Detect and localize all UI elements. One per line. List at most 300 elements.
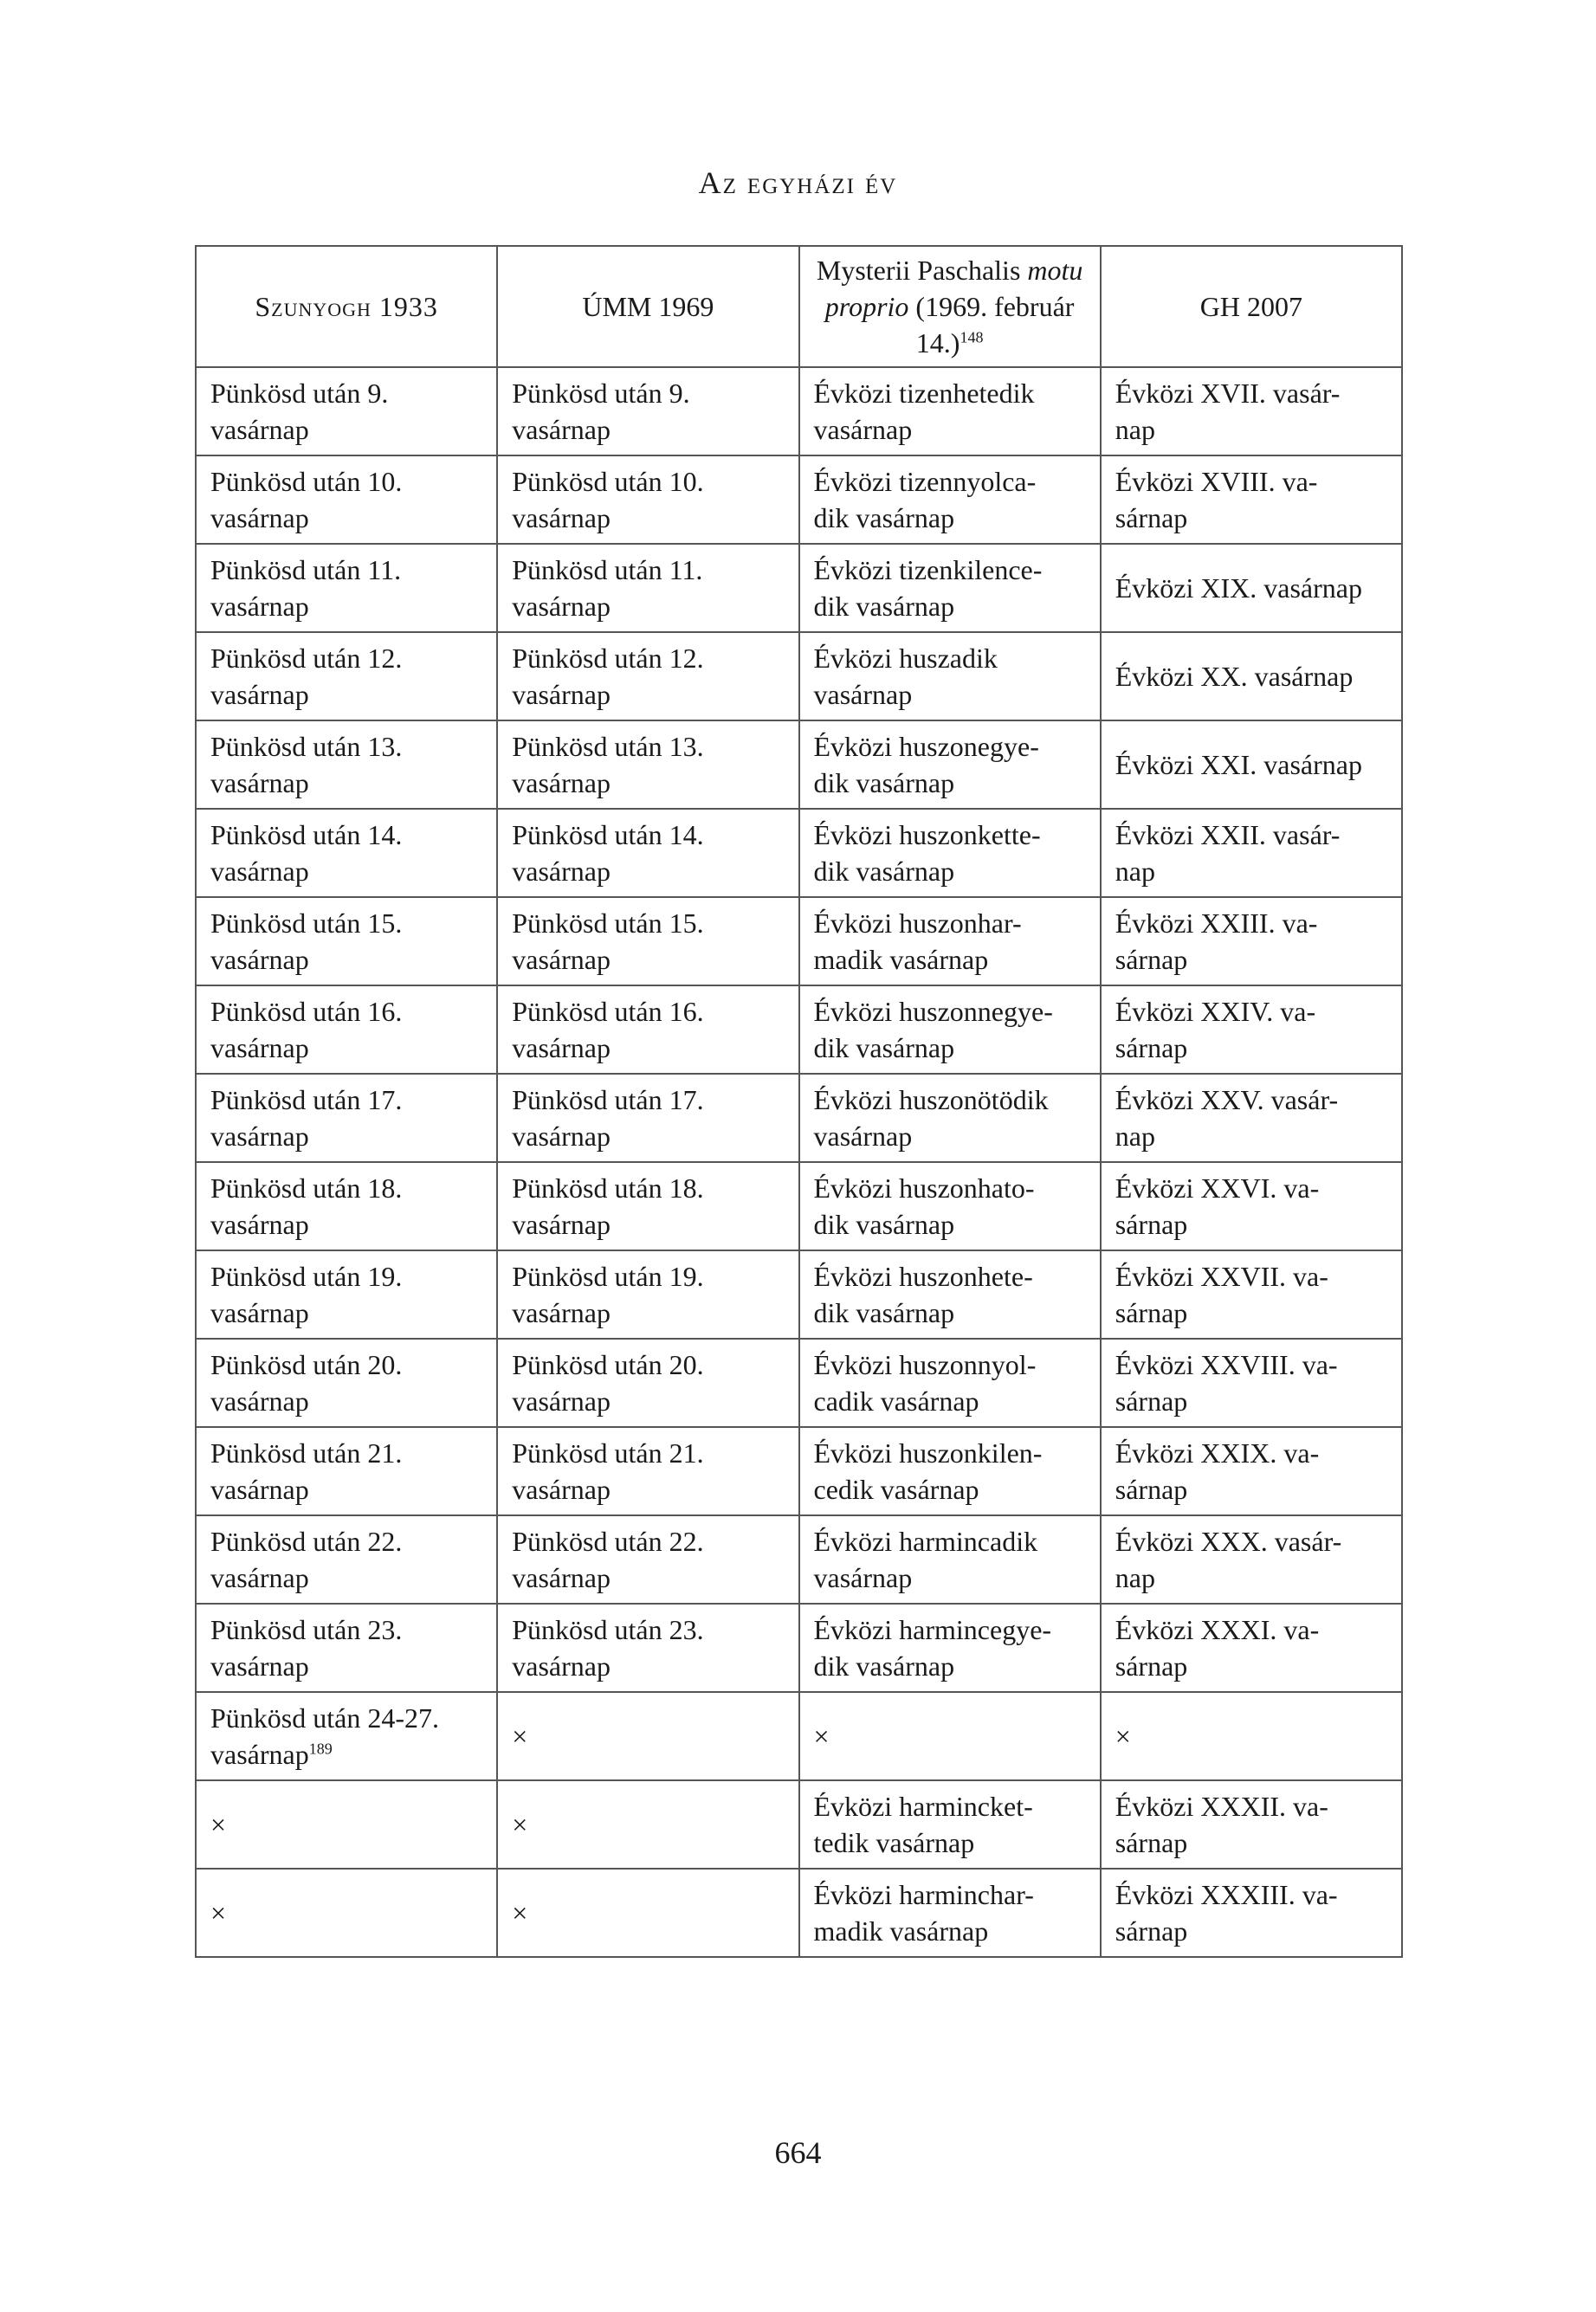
table-cell-c3 [799, 1780, 1101, 1869]
cell-text: sárnap [1115, 502, 1188, 533]
cell-text: vasárnap [512, 1474, 611, 1505]
cell-line [210, 1206, 482, 1243]
cell-line [1115, 1876, 1387, 1913]
table-cell-c1 [196, 1162, 497, 1250]
cell-line [512, 588, 784, 624]
cell-line [1115, 1295, 1387, 1331]
cell-line [814, 1523, 1086, 1560]
cell-text: Pünkösd után 20. [512, 1349, 704, 1380]
cell-text: dik vasárnap [813, 1032, 955, 1063]
cell-text: Pünkösd után 19. [512, 1261, 704, 1292]
cell-line [1115, 1435, 1387, 1471]
header-italic-text: motu proprio [824, 255, 1083, 322]
table-cell-c3 [799, 809, 1101, 897]
cell-text: sárnap [1115, 1032, 1188, 1063]
cell-text: Pünkösd után 14. [512, 819, 704, 850]
cell-text: Pünkösd után 22. [512, 1526, 704, 1557]
cell-text: × [512, 1721, 528, 1752]
cell-text: Évközi huszonhar- [813, 907, 1022, 939]
table-cell-c2 [497, 367, 798, 455]
cell-line [512, 1118, 784, 1154]
cell-text: Pünkösd után 18. [210, 1172, 403, 1204]
cell-line [210, 640, 482, 676]
cell-line [210, 676, 482, 713]
cell-text: vasárnap [512, 1650, 611, 1682]
cell-text: vasárnap [210, 1562, 309, 1593]
table-cell-c3 [799, 985, 1101, 1074]
cell-text: × [813, 1721, 830, 1752]
table-cell-c2 [497, 1692, 798, 1780]
cell-line [814, 588, 1086, 624]
cell-text: Évközi XXIV. va- [1115, 996, 1316, 1027]
cell-line [210, 1118, 482, 1154]
cell-text: Pünkösd után 15. [210, 907, 403, 939]
cell-text: vasárnap [813, 414, 913, 445]
table-cell-c3 [799, 632, 1101, 720]
table-cell-c2 [497, 720, 798, 809]
cell-text: vasárnap [512, 1297, 611, 1328]
cell-line [1115, 1258, 1387, 1295]
table-cell-c2 [497, 1780, 798, 1869]
cell-line [814, 1258, 1086, 1295]
cell-text: vasárnap [512, 679, 611, 710]
cell-text: Pünkösd után 14. [210, 819, 403, 850]
table-row [196, 1339, 1402, 1427]
header-line-2-rest: (1969. [908, 291, 988, 322]
cell-text: Pünkösd után 13. [512, 731, 704, 762]
table-cell-c3 [799, 1604, 1101, 1692]
table-cell-c1 [196, 632, 497, 720]
cell-text: madik vasárnap [813, 944, 989, 975]
table-cell-c2 [497, 1515, 798, 1604]
table-cell-c3 [799, 1427, 1101, 1515]
cell-line [512, 463, 784, 500]
cell-text: Évközi tizennyolca- [813, 466, 1037, 497]
cell-text: dik vasárnap [813, 1650, 955, 1682]
cell-line [512, 1648, 784, 1684]
cell-line [512, 1295, 784, 1331]
cell-text: Pünkösd után 21. [512, 1437, 704, 1469]
cell-text: Pünkösd után 18. [512, 1172, 704, 1204]
cell-line [1115, 1170, 1387, 1206]
cell-line [210, 1736, 482, 1773]
table-cell-c2 [497, 632, 798, 720]
cell-text: Pünkösd után 21. [210, 1437, 403, 1469]
table-cell-c3 [799, 367, 1101, 455]
cell-line [1115, 570, 1387, 606]
cell-line [512, 1435, 784, 1471]
table-cell-c1 [196, 1427, 497, 1515]
table-cell-c1 [196, 1074, 497, 1162]
cell-text: sárnap [1115, 1915, 1188, 1947]
cell-text: dik vasárnap [813, 591, 955, 622]
cell-line [1115, 1560, 1387, 1596]
cell-text: cedik vasárnap [813, 1474, 979, 1505]
table-cell-c3 [799, 1869, 1101, 1957]
cell-text: Évközi harminchar- [813, 1879, 1034, 1910]
cell-text: Évközi tizenhetedik [813, 378, 1035, 409]
cell-line [210, 817, 482, 853]
table-cell-c4 [1101, 455, 1402, 544]
cell-line [1115, 1718, 1387, 1754]
cell-line [814, 1824, 1086, 1861]
cell-line [814, 1383, 1086, 1419]
cell-text: vasárnap [210, 414, 309, 445]
cell-text: × [512, 1809, 528, 1840]
cell-line [512, 1258, 784, 1295]
cell-text: Évközi huszonhato- [813, 1172, 1035, 1204]
cell-text: Pünkösd után 17. [210, 1084, 403, 1115]
cell-text: vasárnap [210, 767, 309, 798]
cell-line [512, 1806, 784, 1843]
cell-text: dik vasárnap [813, 1297, 955, 1328]
cell-text: dik vasárnap [813, 767, 955, 798]
cell-text: Évközi huszonkette- [813, 819, 1041, 850]
table-cell-c3 [799, 455, 1101, 544]
cell-line [512, 1347, 784, 1383]
cell-text: vasárnap [210, 679, 309, 710]
table-cell-c4 [1101, 985, 1402, 1074]
header-line-1: Mysterii Paschalis [816, 255, 1021, 286]
cell-text: vasárnap [210, 1297, 309, 1328]
table-cell-c3 [799, 544, 1101, 632]
cell-line [512, 765, 784, 801]
cell-line [1115, 905, 1387, 941]
cell-line [512, 1383, 784, 1419]
cell-line [210, 1895, 482, 1931]
cell-text: Pünkösd után 12. [210, 643, 403, 674]
cell-line [814, 1435, 1086, 1471]
cell-text: Pünkösd után 23. [512, 1614, 704, 1645]
table-cell-c1 [196, 1869, 497, 1957]
cell-text: Évközi XVIII. va- [1115, 466, 1318, 497]
table-row [196, 1250, 1402, 1339]
header-umm-1969: ÚMM 1969 [497, 246, 798, 367]
table-cell-c1 [196, 720, 497, 809]
cell-text: Pünkösd után 16. [512, 996, 704, 1027]
cell-text: Pünkösd után 9. [210, 378, 389, 409]
running-head: Az egyházi év [698, 165, 898, 200]
table-cell-c1 [196, 1515, 497, 1604]
cell-text: nap [1115, 856, 1155, 887]
table-cell-c4 [1101, 544, 1402, 632]
table-cell-c1 [196, 985, 497, 1074]
table-cell-c2 [497, 985, 798, 1074]
cell-text: Évközi XXX. vasár- [1115, 1526, 1342, 1557]
cell-text: Évközi huszonegye- [813, 731, 1039, 762]
cell-text: dik vasárnap [813, 1209, 955, 1240]
cell-line [1115, 1206, 1387, 1243]
header-gh-2007: GH 2007 [1101, 246, 1402, 367]
cell-text: Évközi XXIII. va- [1115, 907, 1318, 939]
cell-text: vasárnap [512, 414, 611, 445]
cell-text: sárnap [1115, 1827, 1188, 1858]
table-row [196, 632, 1402, 720]
cell-text: × [1115, 1721, 1131, 1752]
cell-line [210, 1700, 482, 1736]
cell-text: vasárnap [512, 767, 611, 798]
cell-text: Évközi XIX. vasárnap [1115, 572, 1362, 604]
cell-text: nap [1115, 1562, 1155, 1593]
table-cell-c2 [497, 1250, 798, 1339]
cell-text: Pünkösd után 11. [210, 554, 402, 585]
cell-text: tedik vasárnap [813, 1827, 975, 1858]
cell-text: Évközi XXVI. va- [1115, 1172, 1320, 1204]
cell-text: nap [1115, 414, 1155, 445]
cell-line [210, 1383, 482, 1419]
table-cell-c4 [1101, 897, 1402, 985]
cell-line [1115, 1913, 1387, 1949]
cell-text: Évközi XXII. vasár- [1115, 819, 1341, 850]
cell-line [512, 1560, 784, 1596]
cell-text: Évközi harmincket- [813, 1791, 1033, 1822]
cell-line [1115, 1471, 1387, 1508]
cell-text: Pünkösd után 16. [210, 996, 403, 1027]
cell-line [210, 552, 482, 588]
table-cell-c4 [1101, 1692, 1402, 1780]
cell-line [210, 411, 482, 448]
cell-line [1115, 993, 1387, 1030]
cell-text: vasárnap [512, 944, 611, 975]
cell-text: dik vasárnap [813, 856, 955, 887]
cell-text: vasárnap [210, 1209, 309, 1240]
table-row [196, 1074, 1402, 1162]
cell-line [210, 1560, 482, 1596]
cell-text: vasárnap [210, 944, 309, 975]
cell-line [814, 1347, 1086, 1383]
table-cell-c3 [799, 1515, 1101, 1604]
cell-line [210, 1435, 482, 1471]
cell-text: Pünkösd után 24-27. [210, 1702, 439, 1734]
table-cell-c4 [1101, 720, 1402, 809]
cell-line [814, 1170, 1086, 1206]
cell-text: Pünkösd után 9. [512, 378, 690, 409]
table-cell-c2 [497, 1427, 798, 1515]
cell-text: Évközi XXI. vasárnap [1115, 749, 1362, 780]
table-cell-c4 [1101, 1074, 1402, 1162]
table-cell-c1 [196, 367, 497, 455]
table-cell-c3 [799, 1162, 1101, 1250]
table-row [196, 1692, 1402, 1780]
cell-line [210, 500, 482, 536]
cell-line [512, 411, 784, 448]
cell-text: Évközi XXV. vasár- [1115, 1084, 1339, 1115]
table-row [196, 1869, 1402, 1957]
table-cell-c2 [497, 1604, 798, 1692]
cell-text: Évközi huszonhete- [813, 1261, 1033, 1292]
cell-line [1115, 1030, 1387, 1066]
cell-text: × [210, 1809, 227, 1840]
table-cell-c1 [196, 809, 497, 897]
cell-line [1115, 1118, 1387, 1154]
cell-line [512, 1206, 784, 1243]
table-cell-c2 [497, 544, 798, 632]
cell-line [814, 765, 1086, 801]
table-body [196, 367, 1402, 1957]
cell-line [210, 1347, 482, 1383]
cell-text: Pünkösd után 10. [512, 466, 704, 497]
cell-text: Évközi huszonötödik [813, 1084, 1049, 1115]
cell-line [512, 1611, 784, 1648]
cell-text: sárnap [1115, 1297, 1188, 1328]
cell-text: Évközi XXVII. va- [1115, 1261, 1328, 1292]
cell-text: madik vasárnap [813, 1915, 989, 1947]
cell-line [814, 1206, 1086, 1243]
cell-line [814, 1560, 1086, 1596]
cell-line [210, 1648, 482, 1684]
cell-line [1115, 817, 1387, 853]
cell-line [512, 941, 784, 978]
cell-line [512, 1082, 784, 1118]
table-cell-c4 [1101, 1604, 1402, 1692]
correspondence-table [195, 245, 1403, 1958]
cell-text: vasárnap [813, 1562, 913, 1593]
cell-text: Évközi XXXII. va- [1115, 1791, 1328, 1822]
table-cell-c3 [799, 897, 1101, 985]
cell-text: Évközi XXXI. va- [1115, 1614, 1320, 1645]
cell-line [814, 1718, 1086, 1754]
cell-line [512, 552, 784, 588]
cell-text: Évközi XVII. vasár- [1115, 378, 1341, 409]
table-row [196, 455, 1402, 544]
header-mysterii-paschalis [799, 246, 1101, 367]
cell-line [512, 1030, 784, 1066]
footnote-ref: 189 [308, 1740, 333, 1758]
cell-line [814, 1913, 1086, 1949]
cell-line [814, 1788, 1086, 1824]
header-szunyogh-1933: Szunyogh 1933 [196, 246, 497, 367]
cell-line [814, 941, 1086, 978]
table-cell-c4 [1101, 1339, 1402, 1427]
cell-line [210, 1170, 482, 1206]
cell-line [512, 1471, 784, 1508]
table-cell-c3 [799, 720, 1101, 809]
cell-text: Pünkösd után 13. [210, 731, 403, 762]
cell-line [1115, 941, 1387, 978]
table-cell-c3 [799, 1250, 1101, 1339]
cell-text: vasárnap [210, 856, 309, 887]
cell-text: vasárnap [210, 1032, 309, 1063]
cell-line [512, 375, 784, 411]
cell-line [814, 993, 1086, 1030]
cell-text: sárnap [1115, 944, 1188, 975]
cell-line [1115, 1648, 1387, 1684]
cell-line [210, 853, 482, 889]
cell-text: Évközi XX. vasárnap [1115, 661, 1354, 692]
cell-text: vasárnap [512, 1120, 611, 1152]
cell-line [814, 500, 1086, 536]
table-cell-c1 [196, 1339, 497, 1427]
table-cell-c2 [497, 1074, 798, 1162]
cell-line [1115, 1523, 1387, 1560]
table-cell-c1 [196, 544, 497, 632]
cell-line [210, 728, 482, 765]
cell-text: vasárnap [512, 591, 611, 622]
cell-line [512, 993, 784, 1030]
cell-text: sárnap [1115, 1650, 1188, 1682]
cell-text: Pünkösd után 10. [210, 466, 403, 497]
table-cell-c2 [497, 1162, 798, 1250]
cell-line [814, 463, 1086, 500]
table-row [196, 367, 1402, 455]
cell-line [210, 1611, 482, 1648]
cell-text: vasárnap [210, 1120, 309, 1152]
cell-line [210, 463, 482, 500]
table-row [196, 897, 1402, 985]
cell-line [1115, 1788, 1387, 1824]
cell-text: × [210, 1897, 227, 1928]
cell-text: Pünkösd után 15. [512, 907, 704, 939]
table-cell-c4 [1101, 1869, 1402, 1957]
cell-line [814, 1118, 1086, 1154]
cell-text: Évközi harmincegye- [813, 1614, 1052, 1645]
cell-line [210, 941, 482, 978]
table-cell-c4 [1101, 1515, 1402, 1604]
cell-text: vasárnap [512, 1385, 611, 1417]
cell-line [1115, 500, 1387, 536]
table-cell-c1 [196, 1780, 497, 1869]
cell-line [1115, 1383, 1387, 1419]
cell-line [1115, 746, 1387, 783]
table-cell-c2 [497, 1339, 798, 1427]
cell-line [210, 1082, 482, 1118]
table-cell-c1 [196, 1250, 497, 1339]
cell-line [814, 1030, 1086, 1066]
page-number: 664 [774, 2135, 822, 2170]
cell-line [210, 1471, 482, 1508]
cell-text: Évközi tizenkilence- [813, 554, 1043, 585]
cell-text: vasárnap [512, 1032, 611, 1063]
cell-line [210, 1523, 482, 1560]
cell-text: Évközi huszonkilen- [813, 1437, 1043, 1469]
cell-text: vasárnap [512, 1562, 611, 1593]
table-cell-c4 [1101, 367, 1402, 455]
table-cell-c1 [196, 1692, 497, 1780]
cell-line [512, 1895, 784, 1931]
cell-text: Pünkösd után 19. [210, 1261, 403, 1292]
cell-line [210, 905, 482, 941]
cell-text: Évközi harmincadik [813, 1526, 1038, 1557]
cell-text: nap [1115, 1120, 1155, 1152]
cell-text: vasárnap [512, 1209, 611, 1240]
cell-line [210, 765, 482, 801]
cell-text: Évközi huszonnyol- [813, 1349, 1037, 1380]
table-row [196, 1780, 1402, 1869]
table-cell-c3 [799, 1692, 1101, 1780]
cell-line [1115, 1611, 1387, 1648]
table-header-row [196, 246, 1402, 367]
cell-text: Pünkösd után 22. [210, 1526, 403, 1557]
cell-line [814, 853, 1086, 889]
table-cell-c4 [1101, 1427, 1402, 1515]
table-cell-c4 [1101, 809, 1402, 897]
header-line-3-text: február 14.) [915, 291, 1075, 358]
table-row [196, 809, 1402, 897]
cell-line [512, 500, 784, 536]
cell-line [814, 375, 1086, 411]
cell-text: Évközi XXIX. va- [1115, 1437, 1320, 1469]
table-cell-c2 [497, 1869, 798, 1957]
cell-line [512, 1523, 784, 1560]
cell-line [210, 993, 482, 1030]
cell-line [210, 588, 482, 624]
cell-text: Pünkösd után 12. [512, 643, 704, 674]
cell-text: Évközi huszadik [813, 643, 998, 674]
cell-line [512, 1170, 784, 1206]
table-cell-c2 [497, 897, 798, 985]
cell-line [1115, 658, 1387, 694]
cell-line [1115, 1347, 1387, 1383]
